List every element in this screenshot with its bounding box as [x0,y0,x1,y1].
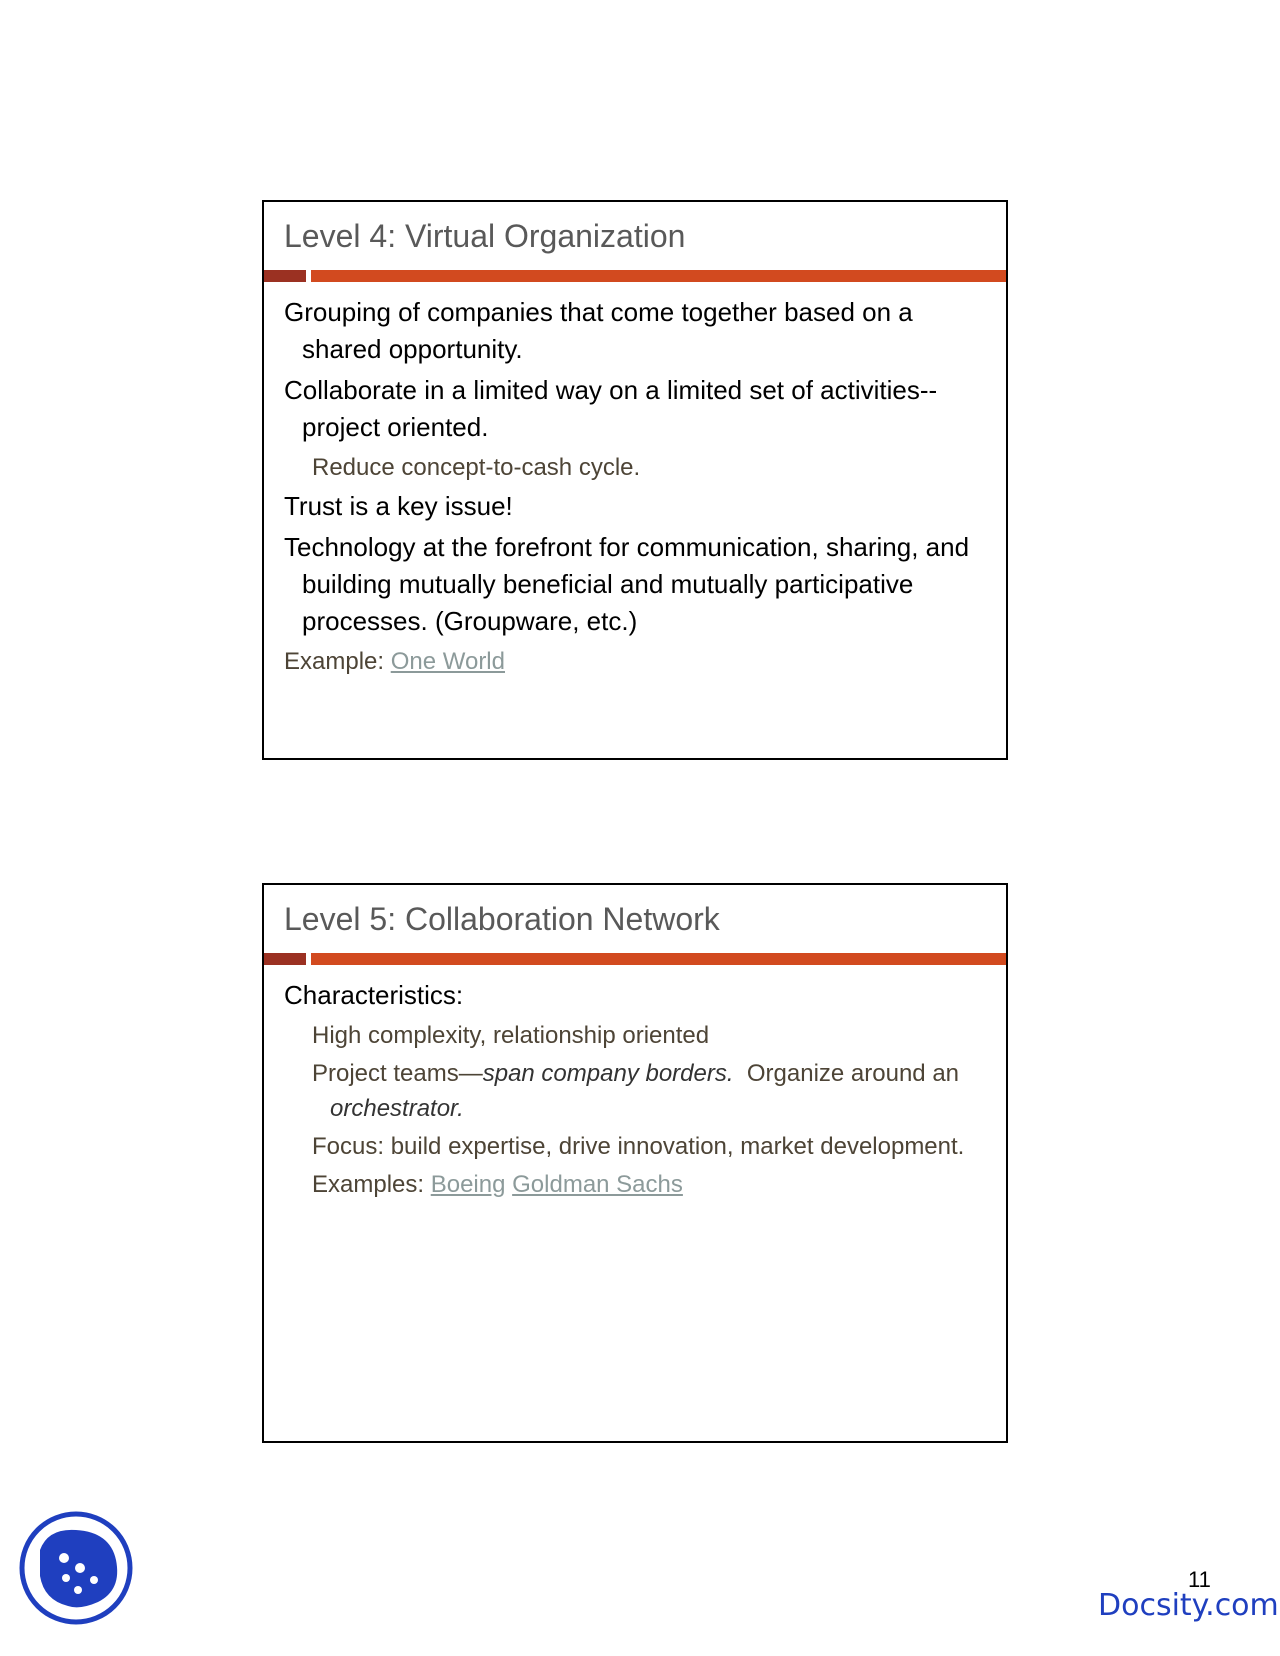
slide-title: Level 4: Virtual Organization [284,218,686,254]
sub-bullet: Project teams—span company borders. Organize around an orchestrator. [312,1060,966,1122]
slide-body [284,294,992,679]
bullet: Grouping of companies that come together based on a shared opportunity. [284,297,913,364]
bullet: Trust is a key issue! [284,491,513,521]
example-line [284,644,992,679]
examples-label: Examples: [312,1171,425,1198]
bullet: Collaborate in a limited way on a limited set of activities--project oriented. [284,375,938,442]
sub-bullet: Focus: build expertise, drive innovation, market development. [312,1133,965,1160]
examples-line [312,1167,992,1202]
goldman-sachs-link[interactable]: Goldman Sachs [512,1171,683,1198]
title-accent-bar [264,270,1006,282]
one-world-link[interactable]: One World [390,648,505,675]
boeing-link[interactable]: Boeing [430,1171,506,1198]
sub-bullet: Reduce concept-to-cash cycle. [312,454,641,481]
title-accent-bar [264,953,1006,965]
slide-level-4 [262,200,1008,760]
example-label: Example: [284,648,385,675]
slide-level-5 [262,883,1008,1443]
page-number: 11 [1188,1567,1211,1592]
sub-bullet: High complexity, relationship oriented [312,1022,710,1049]
bullet: Technology at the forefront for communication, sharing, and building mutually beneficial and mutually participative processes. (Groupware, etc.) [284,532,970,636]
slide-body [284,977,992,1205]
docsity-logo-icon[interactable] [18,1510,134,1626]
slide-title: Level 5: Collaboration Network [284,901,720,937]
bullet-heading: Characteristics: [284,980,464,1010]
docsity-brand-link[interactable]: Docsity.com [1098,1588,1279,1623]
